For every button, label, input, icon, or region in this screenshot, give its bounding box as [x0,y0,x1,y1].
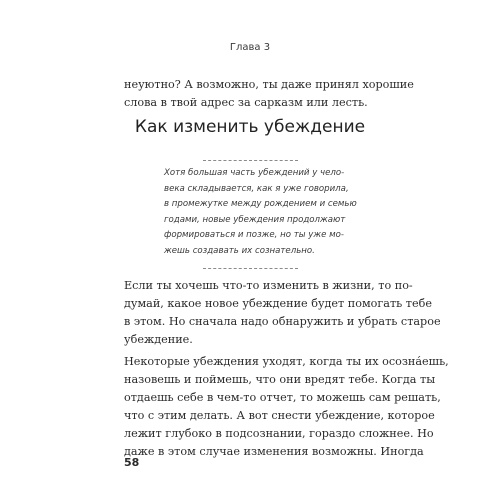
text-line: что с этим делать. А вот снести убеждение, которое [124,409,435,422]
body-paragraph [124,353,449,461]
body-paragraph [124,277,441,349]
text-line: неуютно? А возможно, ты даже принял хорошие [124,78,414,91]
text-line: Некоторые убеждения уходят, когда ты их осозна́ешь, [124,355,449,368]
running-head: Глава 3 [229,42,271,53]
quote-line: жешь создавать их сознательно. [164,245,315,256]
section-heading: Как изменить убеждение [134,117,366,137]
page-number: 58 [124,456,140,469]
quote-line: в промежутке между рождением и семью [164,199,357,210]
pull-quote [164,166,357,260]
text-line: думай, какое новое убеждение будет помогать тебе [124,297,432,310]
quote-divider-bottom [203,268,298,269]
quote-line: формироваться и позже, но ты уже мо- [164,230,344,241]
text-line: назовешь и поймешь, что они вредят тебе. Когда ты [124,373,436,386]
quote-divider-top [203,160,298,161]
quote-line: годами, новые убеждения продолжают [164,214,346,225]
text-line: Если ты хочешь что-то изменить в жизни, то по- [124,279,413,292]
text-line: отдаешь себе в чем-то отчет, то можешь сам решать, [124,391,441,404]
quote-line: века складывается, как я уже говорила, [164,183,349,194]
text-line: убеждение. [124,333,193,346]
quote-line: Хотя большая часть убеждений у чело- [164,168,345,178]
text-line: слова в твой адрес за сарказм или лесть. [124,96,368,109]
text-line: в этом. Но сначала надо обнаружить и убрать старое [124,315,441,328]
text-line: даже в этом случае изменения возможны. Иногда [124,445,424,458]
intro-paragraph [124,76,414,112]
text-line: лежит глубоко в подсознании, гораздо сложнее. Но [124,427,434,440]
